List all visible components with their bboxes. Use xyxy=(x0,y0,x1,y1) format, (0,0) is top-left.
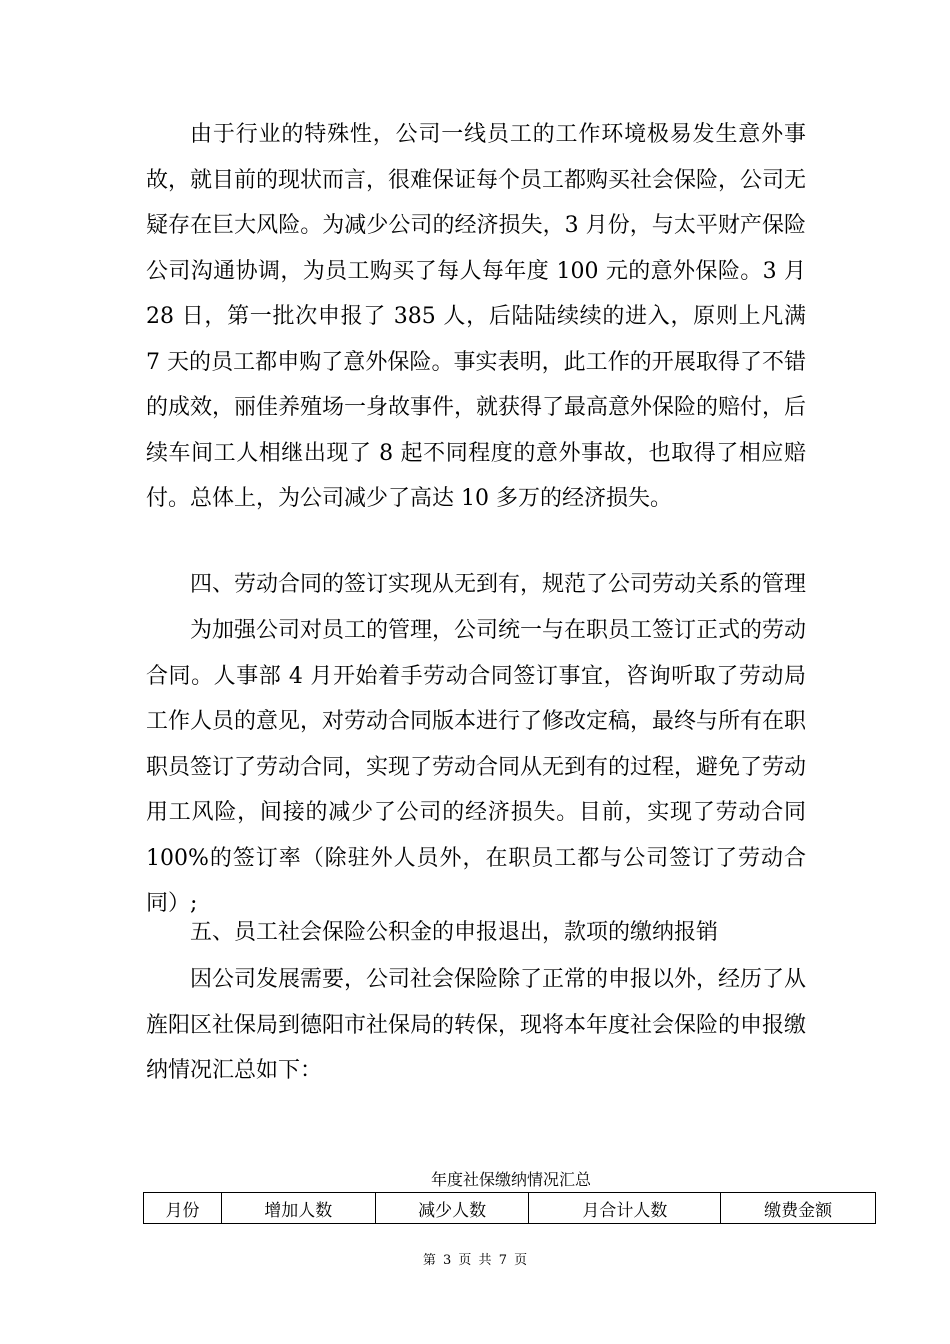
column-header-reduced: 减少人数 xyxy=(375,1193,529,1224)
column-header-monthly-total: 月合计人数 xyxy=(529,1193,721,1224)
table-header-row xyxy=(144,1193,876,1224)
column-header-payment-amount: 缴费金额 xyxy=(721,1193,876,1224)
paragraph-accident-insurance: 由于行业的特殊性，公司一线员工的工作环境极易发生意外事故，就目前的现状而言，很难保证每个员工都购买社会保险，公司无疑存在巨大风险。为减少公司的经济损失，3 月份，与太平财产保险公司沟通协调，为员工购买了每人每年度 100 元的意外保险。3 月 28 日，第一批次申报了 385 人，后陆陆续续的进入，原则上凡满 7 天的员工都申购了意外保险。事实表明，此工作的开展取得了不错的成效，丽佳养殖场一身故事件，就获得了最高意外保险的赔付，后续车间工人相继出现了 8 起不同程度的意外事故，也取得了相应赔付。总体上，为公司减少了高达 10 多万的经济损失。 xyxy=(146,122,807,511)
table-caption: 年度社保缴纳情况汇总 xyxy=(430,1170,591,1189)
section-heading-labor-contract: 四、劳动合同的签订实现从无到有，规范了公司劳动关系的管理 xyxy=(190,572,807,597)
paragraph-social-insurance: 因公司发展需要，公司社会保险除了正常的申报以外，经历了从旌阳区社保局到德阳市社保局的转保，现将本年度社会保险的申报缴纳情况汇总如下： xyxy=(146,967,807,1083)
social-insurance-summary-table xyxy=(143,1192,876,1224)
column-header-added: 增加人数 xyxy=(221,1193,375,1224)
section-heading-social-insurance: 五、员工社会保险公积金的申报退出，款项的缴纳报销 xyxy=(190,920,719,945)
paragraph-labor-contract: 为加强公司对员工的管理，公司统一与在职员工签订正式的劳动合同。人事部 4 月开始着手劳动合同签订事宜，咨询听取了劳动局工作人员的意见，对劳动合同版本进行了修改定稿，最终与所有在职职员签订了劳动合同，实现了劳动合同从无到有的过程，避免了劳动用工风险，间接的减少了公司的经济损失。目前，实现了劳动合同 100%的签订率（除驻外人员外，在职员工都与公司签订了劳动合同）; xyxy=(146,618,807,916)
page-number-footer: 第 3 页 共 7 页 xyxy=(422,1253,528,1268)
column-header-month: 月份 xyxy=(144,1193,222,1224)
